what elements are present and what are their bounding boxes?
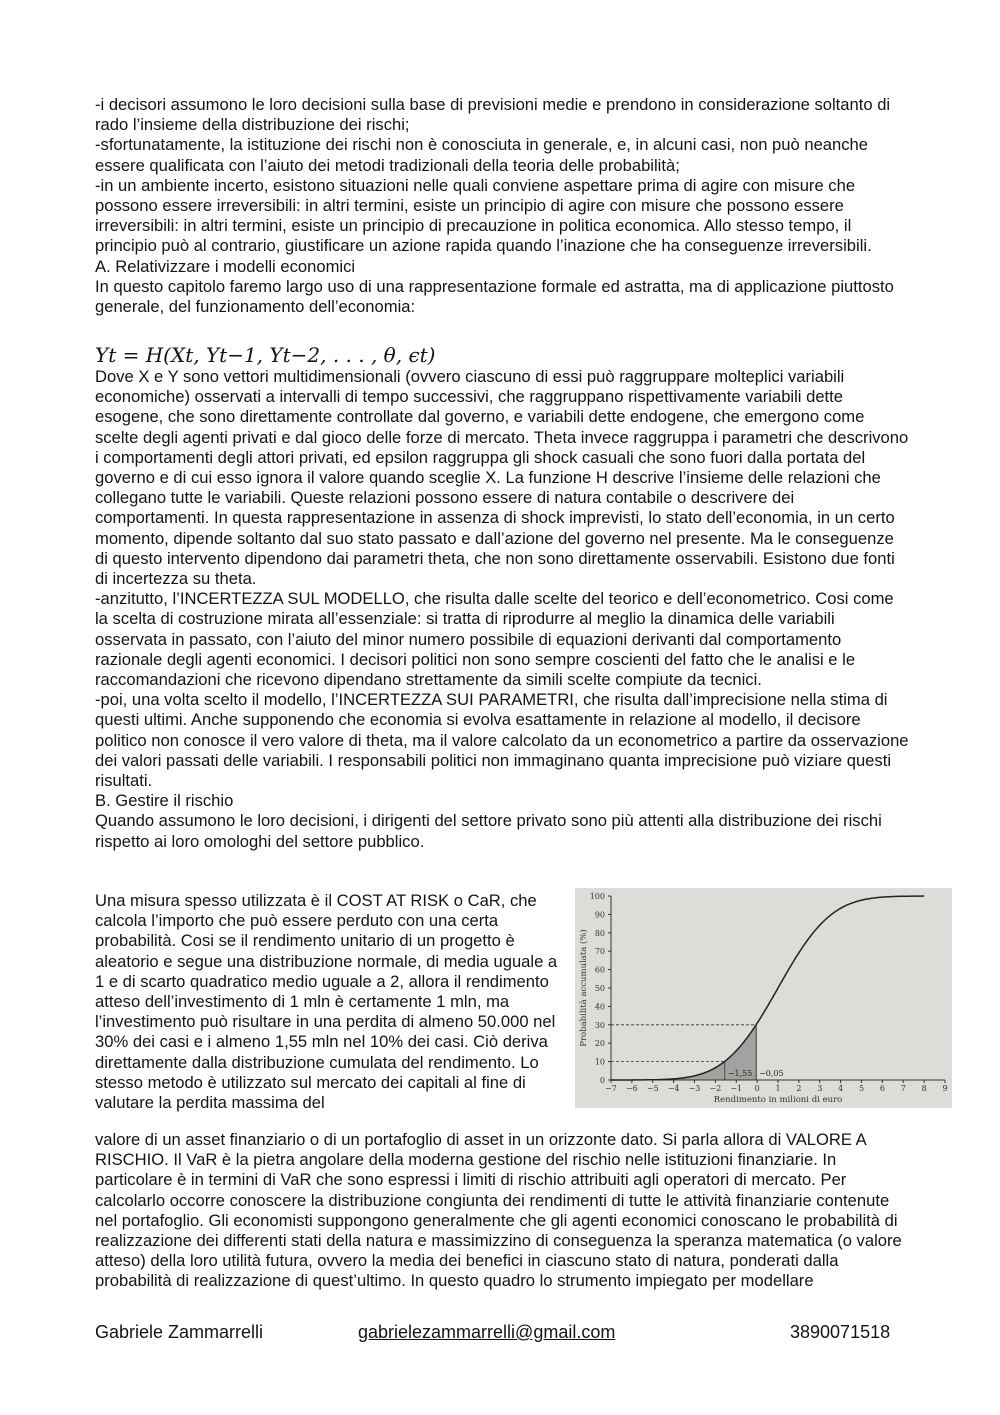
y-tick-label: 0 xyxy=(599,1076,605,1085)
x-tick-label: 2 xyxy=(796,1084,802,1093)
x-tick-label: −4 xyxy=(667,1084,680,1093)
x-tick-label: 9 xyxy=(942,1084,948,1093)
footer-email-link[interactable]: gabrielezammarrelli@gmail.com xyxy=(358,1322,616,1342)
x-tick-label: −1 xyxy=(730,1084,743,1093)
cdf-chart xyxy=(575,888,952,1108)
paragraph: Quando assumono le loro decisioni, i dirigenti del settore privato sono più attenti alla distribuzione dei rischi rispetto ai loro omologhi del settore pubblico. xyxy=(95,811,882,851)
y-axis-label: Probabilità accumulata (%) xyxy=(579,929,589,1047)
y-tick-label: 60 xyxy=(594,965,605,975)
paragraph: -sfortunatamente, la istituzione dei rischi non è conosciuta in generale, e, in alcuni casi, non può neanche essere qualificata con l’aiuto dei metodi tradizionali della teoria delle probabilità; xyxy=(95,135,869,175)
x-tick-label: 8 xyxy=(921,1084,927,1093)
bottom-text-block xyxy=(95,1130,910,1292)
section-heading-b: B. Gestire il rischio xyxy=(95,791,234,811)
annotation-label: −0,05 xyxy=(759,1069,784,1078)
x-tick-label: −3 xyxy=(688,1084,701,1093)
y-tick-label: 40 xyxy=(594,1002,605,1012)
x-tick-label: −7 xyxy=(605,1084,617,1093)
footer-phone: 3890071518 xyxy=(790,1322,891,1342)
paragraph: valore di un asset finanziario o di un portafoglio di asset in un orizzonte dato. Si parla allora di VALORE A RISCHIO. Il VaR è la pietra angolare della moderna gestione del rischio nelle istituzioni finanziarie. In particolare è in termini di VaR che sono espressi i limiti di rischio attribuiti agli operatori di mercato. Per calcolarlo occorre conoscere la distribuzione congiunta dei rendimenti di tutte le attività finanziarie contenute nel portafoglio. Gli economisti suppongono generalmente che gli agenti economici conoscano le probabilità di realizzazione dei differenti stati della natura e massimizzino di conseguenza la speranza matematica (o valore atteso) della loro utilità futura, ovvero la media dei benefici in ciascuno stato di natura, ponderati dalla probabilità di realizzazione di quest’ultimo. In questo quadro lo strumento impiegato per modellare xyxy=(95,1130,902,1291)
x-tick-label: −6 xyxy=(625,1084,638,1093)
paragraph: -poi, una volta scelto il modello, l’INCERTEZZA SUI PARAMETRI, che risulta dall’imprecisione nella stima di questi ultimi. Anche supponendo che economia si evolva esattamente in relazione al modello, il decisore politico non conosce il vero valore di theta, ma il valore calcolato da un econometrico a partire da osservazione dei valori passati delle variabili. I responsabili politici non immaginano quanta imprecisione può viziare questi risultati. xyxy=(95,690,909,791)
x-axis-label: Rendimento in milioni di euro xyxy=(713,1095,843,1105)
x-tick-label: −5 xyxy=(646,1084,659,1093)
y-tick-label: 20 xyxy=(594,1039,605,1049)
cumulative-distribution-figure xyxy=(575,888,952,1108)
paragraph: Dove X e Y sono vettori multidimensionali (ovvero ciascuno di essi può raggruppare molteplici variabili economiche) osservati a intervalli di tempo successivi, che raggruppano rispettivamente variabili dette esogene, che sono direttamente controllate dal governo, e variabili dette endogene, che emergono come scelte degli agenti privati e dal gioco delle forze di mercato. Theta invece raggruppa i parametri che descrivono i comportamenti degli attori privati, ed epsilon raggruppa gli shock casuali che sono fuori dalla portata del governo e di cui esso ignora il valore quando sceglie X. La funzione H descrive l’insieme delle relazioni che collegano tutte le variabili. Queste relazioni possono essere di natura contabile o descrivere dei comportamenti. In questa rappresentazione in assenza di shock imprevisti, lo stato dell’economia, in un certo momento, dipende soltanto dal suo stato passato e dall’azione del governo nel presente. Ma le conseguenze di questo intervento dipendono dai parametri theta, che non sono direttamente osservabili. Esistono due fonti di incertezza su theta. xyxy=(95,367,909,589)
annotation-label: −1,55 xyxy=(727,1069,753,1078)
model-formula: Yt = H(Xt, Yt−1, Yt−2, . . . , θ, ϵt) xyxy=(95,343,436,367)
top-text-block xyxy=(95,95,910,317)
y-tick-label: 30 xyxy=(594,1020,605,1030)
x-tick-label: 1 xyxy=(775,1084,781,1093)
cdf-series-line xyxy=(611,896,924,1080)
section-heading-a: A. Relativizzare i modelli economici xyxy=(95,256,356,276)
paragraph: In questo capitolo faremo largo uso di una rappresentazione formale ed astratta, ma di applicazione piuttosto generale, del funzionamento dell’economia: xyxy=(95,276,894,317)
y-tick-label: 70 xyxy=(594,947,605,957)
paragraph: -anzitutto, l’INCERTEZZA SUL MODELLO, che risulta dalle scelte del teorico e dell’econometrico. Cosi come la scelta di costruzione mirata all’essenziale: si tratta di riprodurre al meglio la dinamica delle variabili osservata in passato, con l’aiuto del minor numero possibile di equazioni derivanti dal comportamento razionale degli agenti economici. I decisori politici non sono sempre coscienti del fatto che le analisi e le raccomandazioni che ricevono dipendano strettamente da simili scelte compiute da tecnici. xyxy=(95,589,894,690)
paragraph: -in un ambiente incerto, esistono situazioni nelle quali conviene aspettare prima di agire con misure che possono essere irreversibili: in altri termini, esiste un principio di agire con misure che possono essere irreversibili: in altri termini, esiste un principio di precauzione in politica economica. Allo stesso tempo, il principio può al contrario, giustificare un azione rapida quando l’inazione che ha conseguenze irreversibili. xyxy=(95,175,872,256)
y-tick-label: 10 xyxy=(594,1057,605,1067)
y-tick-label: 100 xyxy=(589,892,605,901)
x-tick-label: 4 xyxy=(838,1084,844,1093)
x-tick-label: 0 xyxy=(754,1084,760,1093)
x-tick-label: 5 xyxy=(858,1084,865,1093)
wrapped-text-block xyxy=(95,891,565,1113)
y-tick-label: 80 xyxy=(594,928,605,938)
middle-text-block xyxy=(95,367,910,852)
x-tick-label: 6 xyxy=(879,1084,885,1093)
y-tick-label: 90 xyxy=(594,910,605,920)
footer-author-name: Gabriele Zammarrelli xyxy=(95,1322,264,1342)
paragraph: Una misura spesso utilizzata è il COST AT RISK o CaR, che calcola l’importo che può essere perduto con una certa probabilità. Cosi se il rendimento unitario di un progetto è aleatorio e segue una distribuzione normale, di media uguale a 1 e di scarto quadratico medio uguale a 2, allora il rendimento atteso dell’investimento di 1 mln è certamente 1 mln, ma l’investimento può risultare in una perdita di almeno 50.000 nel 30% dei casi e i almeno 1,55 mln nel 10% dei casi. Ciò deriva direttamente dalla distribuzione cumulata del rendimento. Lo stesso metodo è utilizzato sul mercato dei capitali al fine di valutare la perdita massima del xyxy=(95,891,558,1113)
x-tick-label: 3 xyxy=(817,1084,823,1093)
x-tick-label: −2 xyxy=(709,1084,722,1093)
x-tick-label: 7 xyxy=(900,1084,906,1093)
y-tick-label: 50 xyxy=(594,984,605,993)
paragraph: -i decisori assumono le loro decisioni sulla base di previsioni medie e prendono in considerazione soltanto di rado l’insieme della distribuzione dei rischi; xyxy=(95,95,891,135)
